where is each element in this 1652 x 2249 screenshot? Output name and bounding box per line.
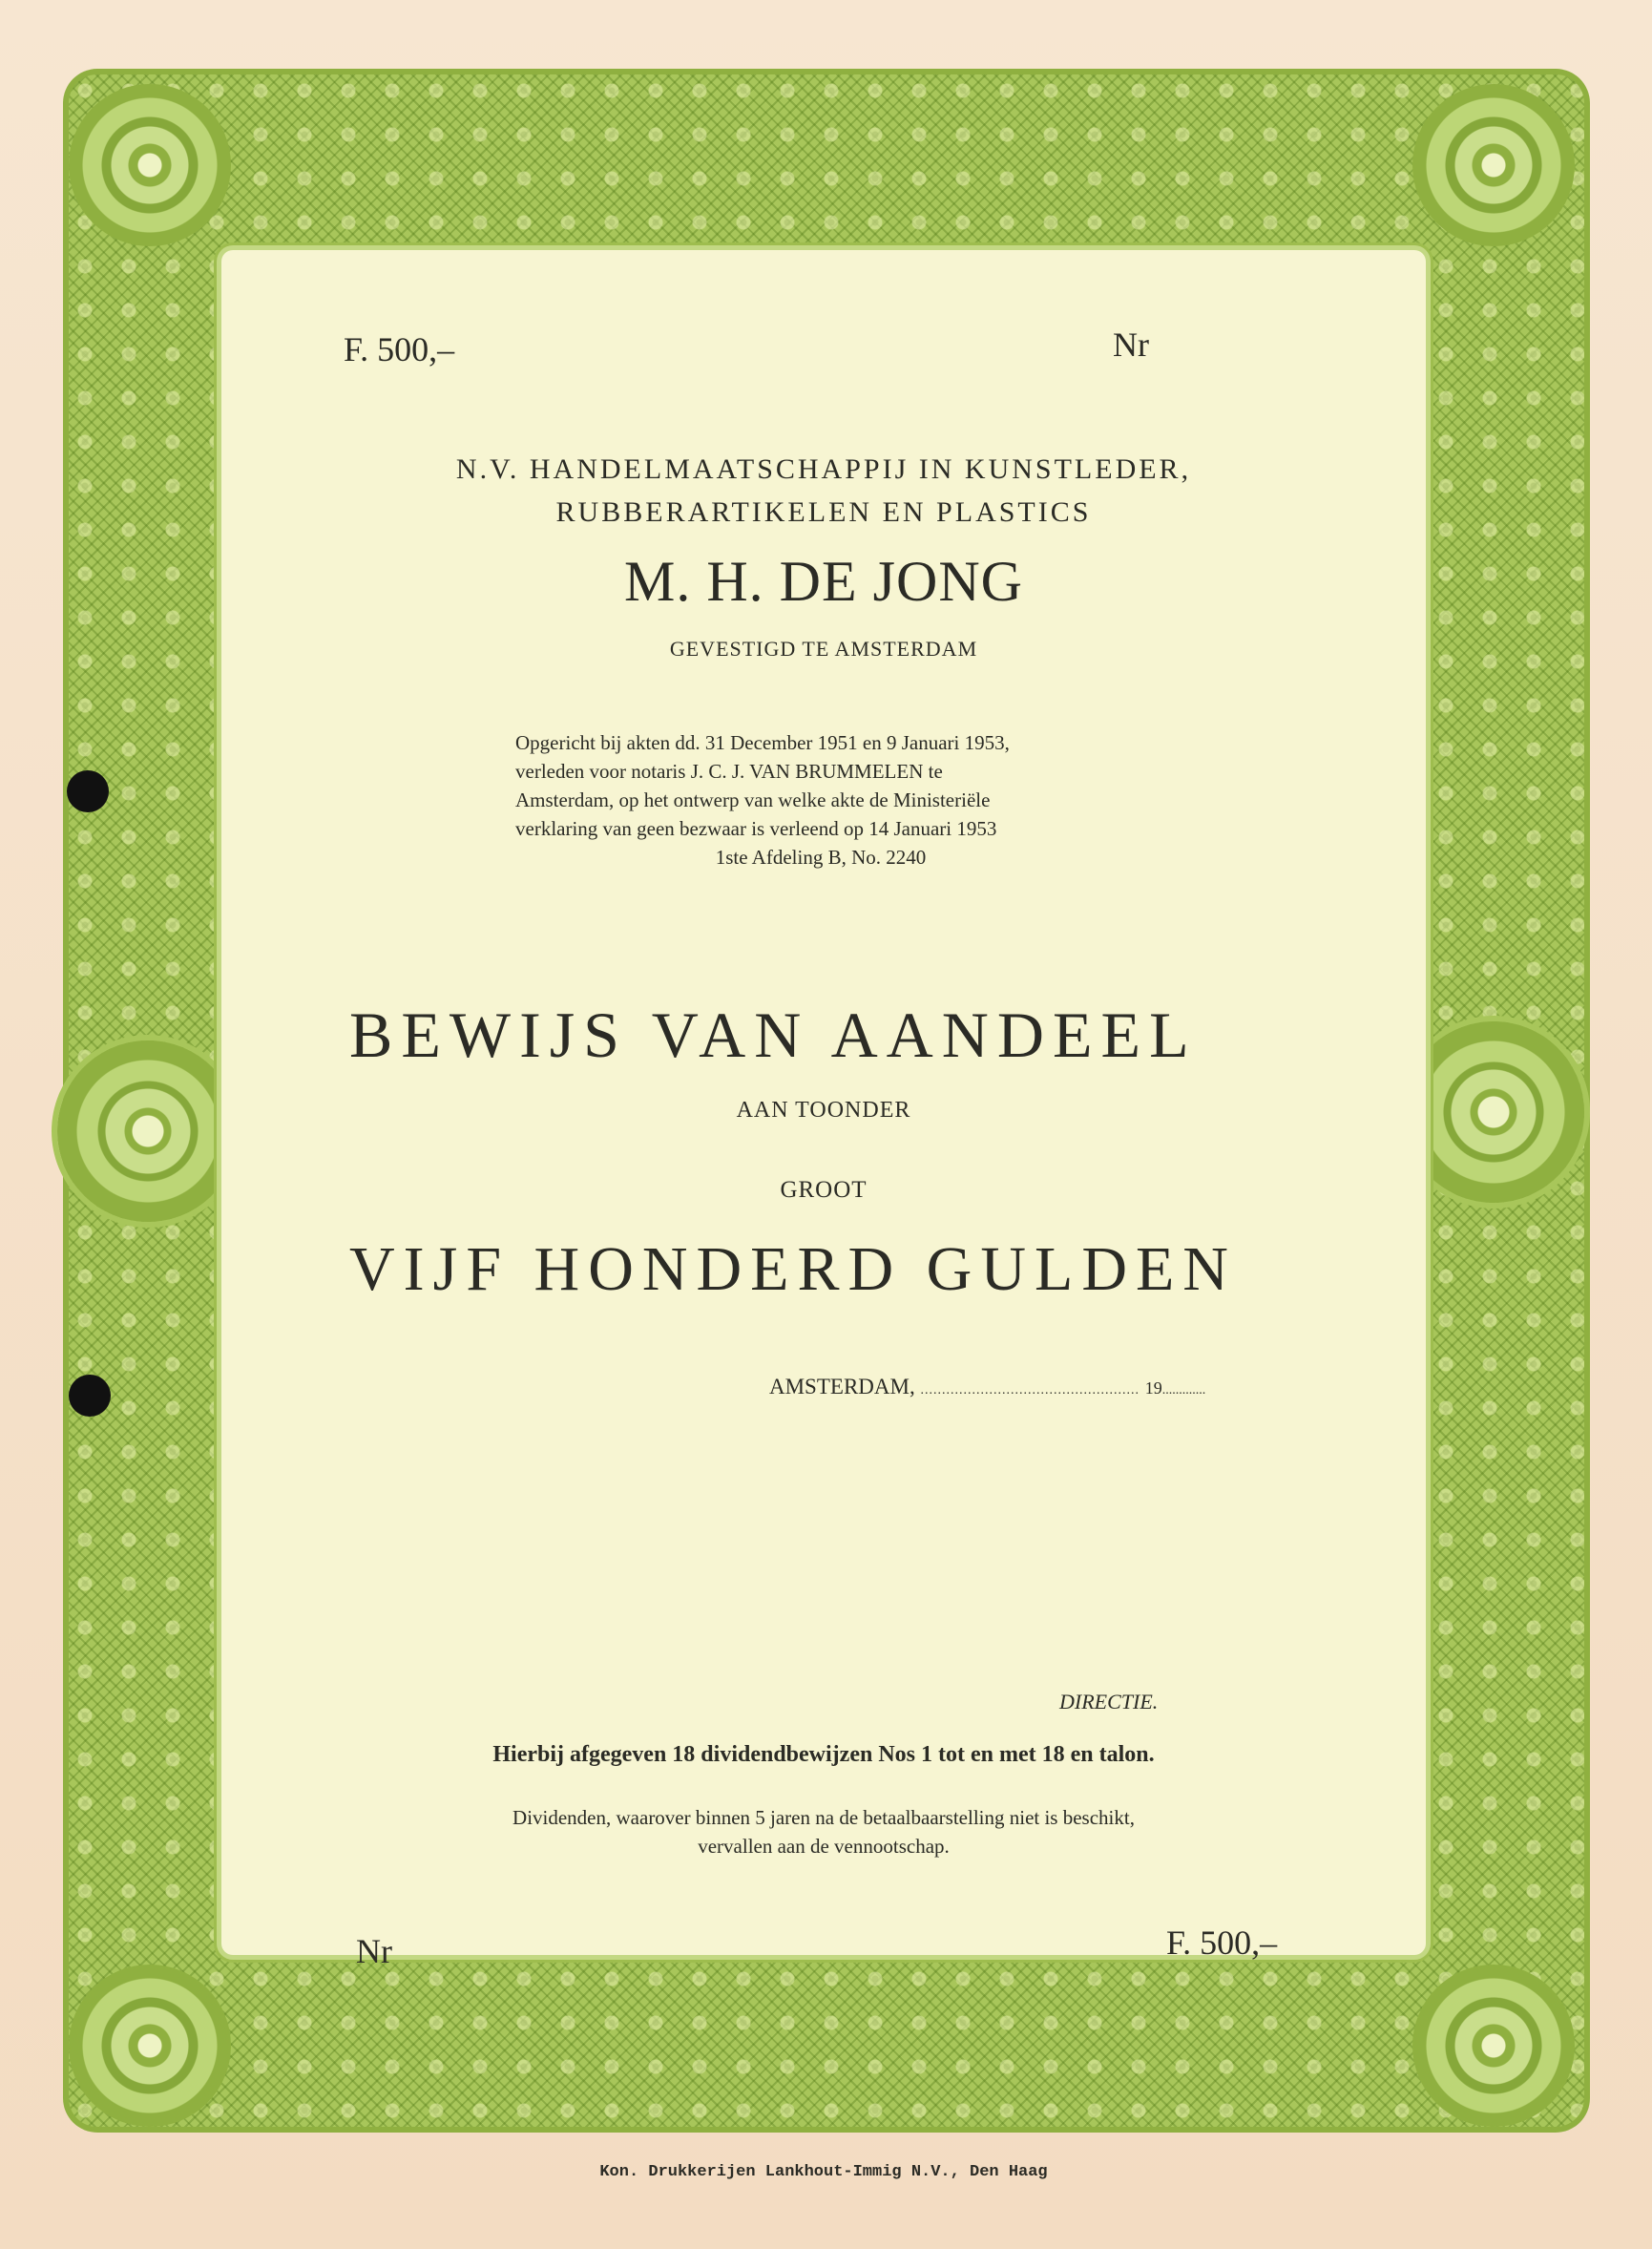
place-date-line — [769, 1375, 1205, 1399]
side-rosette-left — [57, 1040, 239, 1222]
punch-hole-lower — [69, 1375, 111, 1417]
year-dots: ............. — [1161, 1383, 1206, 1398]
deed-line: verleden voor notaris J. C. J. VAN BRUMMELEN te — [515, 760, 943, 783]
bottom-amount: F. 500,– — [1166, 1923, 1278, 1962]
corner-rosette-top-left — [69, 84, 231, 246]
company-seat: GEVESTIGD TE AMSTERDAM — [669, 637, 978, 661]
company-name: M. H. DE JONG — [624, 550, 1023, 613]
company-line-1: N.V. HANDELMAATSCHAPPIJ IN KUNSTLEDER, — [455, 453, 1192, 485]
place-label: AMSTERDAM, — [769, 1375, 915, 1398]
document-title: BEWIJS VAN AANDEEL — [349, 998, 1198, 1071]
document-subtitle: AAN TOONDER — [736, 1098, 911, 1123]
deed-line: 1ste Afdeling B, No. 2240 — [715, 846, 927, 869]
year-prefix: 19 — [1144, 1378, 1162, 1398]
corner-rosette-top-right — [1412, 84, 1575, 246]
top-number-label: Nr — [1113, 326, 1149, 364]
side-rosette-right — [1403, 1021, 1584, 1203]
expiry-note-line-2: vervallen aan de vennootschap. — [698, 1835, 950, 1858]
expiry-note-line-1: Dividenden, waarover binnen 5 jaren na de betaalbaarstelling niet is beschikt, — [512, 1806, 1135, 1829]
corner-rosette-bottom-left — [69, 1965, 231, 2127]
nominal-value: VIJF HONDERD GULDEN — [349, 1234, 1237, 1304]
groot-label: GROOT — [780, 1177, 868, 1203]
top-amount: F. 500,– — [344, 330, 455, 368]
signature-label: DIRECTIE. — [1059, 1690, 1159, 1713]
deed-line: Opgericht bij akten dd. 31 December 1951 en 9 Januari 1953, — [515, 731, 1010, 754]
printer-imprint: Kon. Drukkerijen Lankhout-Immig N.V., Den Haag — [599, 2163, 1048, 2181]
deed-line: Amsterdam, op het ontwerp van welke akte de Ministeriële — [515, 788, 991, 811]
company-line-2: RUBBERARTIKELEN EN PLASTICS — [555, 496, 1092, 528]
corner-rosette-bottom-right — [1412, 1965, 1575, 2127]
incorporation-deed — [515, 728, 1126, 872]
deed-line: verklaring van geen bezwaar is verleend op 14 Januari 1953 — [515, 817, 997, 840]
punch-hole-upper — [67, 770, 109, 812]
date-dots: ................................................... — [920, 1383, 1140, 1398]
dividend-note: Hierbij afgegeven 18 dividendbewijzen Nos 1 tot en met 18 en talon. — [492, 1742, 1155, 1767]
bottom-number-label: Nr — [356, 1932, 392, 1970]
